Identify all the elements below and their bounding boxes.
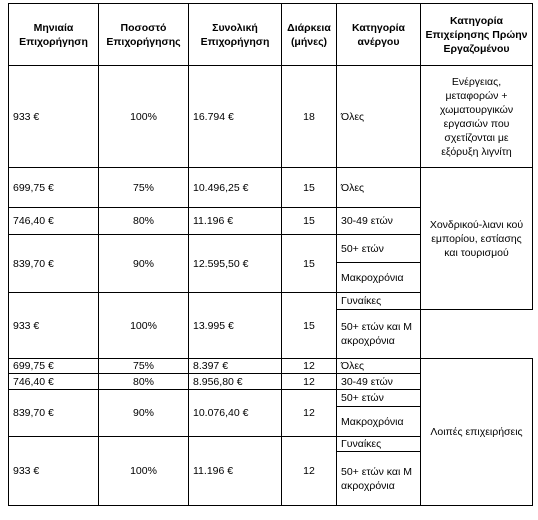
category-cell: Γυναίκες <box>337 437 421 452</box>
category-cell: Όλες <box>337 168 421 208</box>
monthly-cell: 933 € <box>9 293 99 359</box>
duration-cell: 15 <box>282 168 337 208</box>
percentage-cell: 75% <box>99 359 189 374</box>
percentage-cell: 80% <box>99 208 189 235</box>
duration-cell: 15 <box>282 208 337 235</box>
business-category-cell: Χονδρικού-λιανι κού εμπορίου, εστίασης και τουρισμού <box>421 168 533 310</box>
percentage-cell: 75% <box>99 168 189 208</box>
monthly-cell: 699,75 € <box>9 359 99 374</box>
category-cell: Γυναίκες <box>337 293 421 310</box>
total-cell: 10.496,25 € <box>189 168 282 208</box>
category-cell: Όλες <box>337 66 421 168</box>
business-category-cell: Λοιπές επιχειρήσεις <box>421 359 533 506</box>
monthly-cell: 699,75 € <box>9 168 99 208</box>
percentage-cell: 100% <box>99 437 189 506</box>
duration-cell: 15 <box>282 293 337 359</box>
category-cell: Όλες <box>337 359 421 374</box>
category-cell: 30-49 ετών <box>337 374 421 390</box>
monthly-cell: 933 € <box>9 66 99 168</box>
category-cell: Μακροχρόνια <box>337 263 421 293</box>
header-duration: Διάρκεια (μήνες) <box>282 4 337 66</box>
percentage-cell: 80% <box>99 374 189 390</box>
total-cell: 10.076,40 € <box>189 390 282 437</box>
table-row <box>9 359 533 374</box>
category-cell: 50+ ετών <box>337 390 421 407</box>
total-cell: 12.595,50 € <box>189 235 282 293</box>
monthly-cell: 746,40 € <box>9 208 99 235</box>
header-business-category: Κατηγορία Επιχείρησης Πρώην Εργαζομένου <box>421 4 533 66</box>
header-unemployed-category: Κατηγορία ανέργου <box>337 4 421 66</box>
category-cell: 50+ ετών <box>337 235 421 263</box>
percentage-cell: 90% <box>99 235 189 293</box>
duration-cell: 12 <box>282 390 337 437</box>
table-row <box>9 168 533 208</box>
header-monthly: Μηνιαία Επιχορήγηση <box>9 4 99 66</box>
subsidy-table-container <box>8 3 533 506</box>
category-cell: 50+ ετών και Μακροχρόνια <box>337 310 421 359</box>
total-cell: 8.956,80 € <box>189 374 282 390</box>
duration-cell: 18 <box>282 66 337 168</box>
monthly-cell: 746,40 € <box>9 374 99 390</box>
category-cell: 50+ ετών και Μακροχρόνια <box>337 452 421 506</box>
percentage-cell: 100% <box>99 293 189 359</box>
category-cell: 30-49 ετών <box>337 208 421 235</box>
total-cell: 13.995 € <box>189 293 282 359</box>
subsidy-table <box>8 3 533 506</box>
total-cell: 11.196 € <box>189 208 282 235</box>
header-row <box>9 4 533 66</box>
business-category-cell: Ενέργειας, μεταφορών + χωματουργικών εργασιών που σχετίζονται με εξόρυξη λιγνίτη <box>421 66 533 168</box>
total-cell: 8.397 € <box>189 359 282 374</box>
duration-cell: 15 <box>282 235 337 293</box>
table-row <box>9 66 533 168</box>
monthly-cell: 839,70 € <box>9 390 99 437</box>
category-cell: Μακροχρόνια <box>337 407 421 437</box>
monthly-cell: 839,70 € <box>9 235 99 293</box>
duration-cell: 12 <box>282 359 337 374</box>
percentage-cell: 90% <box>99 390 189 437</box>
header-percentage: Ποσοστό Επιχορήγησης <box>99 4 189 66</box>
total-cell: 16.794 € <box>189 66 282 168</box>
percentage-cell: 100% <box>99 66 189 168</box>
duration-cell: 12 <box>282 437 337 506</box>
header-total: Συνολική Επιχορήγηση <box>189 4 282 66</box>
total-cell: 11.196 € <box>189 437 282 506</box>
duration-cell: 12 <box>282 374 337 390</box>
monthly-cell: 933 € <box>9 437 99 506</box>
